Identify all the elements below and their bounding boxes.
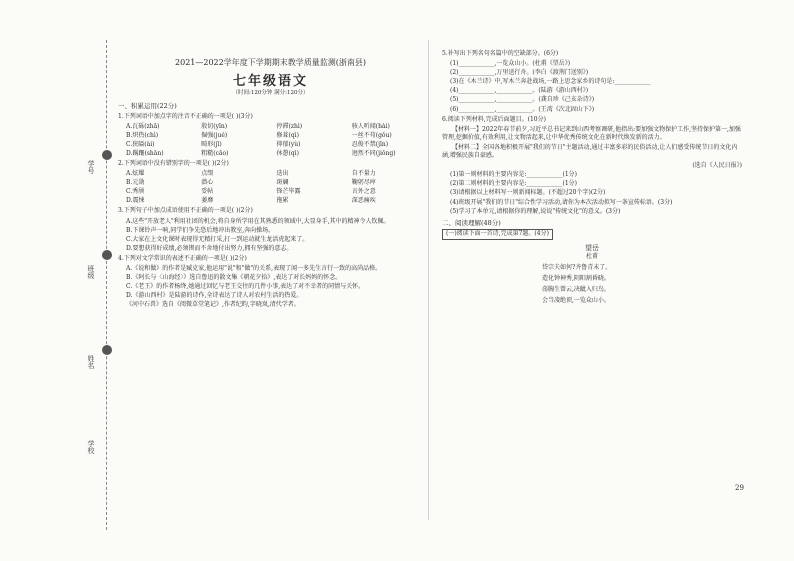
option: 粗糙(cāo) xyxy=(201,149,229,157)
material-paragraph: 【材料一】2022年春节前夕,习近平总书记来到山西考察调研,他指出:要加强文物保护工作,坚持保护第一,加强管理,挖掘价值,有效利用,让文物活起来,让中华优秀传统文化在新时代焕发新的活力。 xyxy=(442,125,741,141)
margin-label-id: 学号 xyxy=(87,160,95,174)
option: 畸形(jī) xyxy=(201,140,222,148)
option: 萎靡 xyxy=(201,197,214,205)
option: 潜心 xyxy=(201,179,214,187)
question-1-options xyxy=(126,123,423,158)
fill-line: (2)____________,万里送行舟。(李白《渡荆门送别》) xyxy=(450,69,589,77)
question-4: 4.下列对文学常识的表述不正确的一项是( )(2分) xyxy=(118,254,247,262)
option: 停滞(zhì) xyxy=(276,122,303,130)
option: 修葺(qì) xyxy=(276,131,299,139)
option: 妥帖 xyxy=(201,188,214,196)
option: A.瓦砾(zhā) xyxy=(126,122,160,130)
option: D.《游山西村》是陆游的诗作,全诗表达了诗人对农村生活的热爱。 xyxy=(126,292,303,300)
option: B.元勋 xyxy=(126,179,145,187)
fill-line: (3)在《木兰诗》中,写木兰奔赴战场,一路上思念家乡的诗句是:____________ xyxy=(450,78,651,86)
fill-line: (2)第二则材料的主要内容是:____________(1分) xyxy=(450,180,578,188)
question-2-options xyxy=(126,170,423,205)
option: 斑斓 xyxy=(276,179,289,187)
option: 迥然不同(jiǒng) xyxy=(351,149,396,157)
question-3: 3.下列句子中加点成语使用不正确的一项是( )(2分) xyxy=(118,207,253,215)
option: 骇人听闻(hài) xyxy=(351,122,390,130)
option: 一丝不苟(gǒu) xyxy=(351,131,392,139)
material-source: (选自《人民日报》) xyxy=(692,162,742,170)
option: 倔强(jué) xyxy=(201,131,228,139)
fill-line: (3)请根据以上材料写一则新闻标题。(不超过20个字)(2分) xyxy=(450,189,606,197)
option: D.蹒跚(shān) xyxy=(126,149,164,157)
section-heading: 一、积累运用(22分) xyxy=(118,101,177,110)
question-6: 6.阅读下列材料,完成后面题目。(10分) xyxy=(442,115,546,123)
option: 殷切(yīn) xyxy=(201,122,228,130)
margin-label-name: 姓名 xyxy=(87,355,95,369)
option: 迭出 xyxy=(276,170,289,178)
binding-line xyxy=(106,40,107,530)
page-number: 29 xyxy=(735,484,744,492)
option: C.大家在上文化课时表现得无精打采,打一到运动就生龙活虎起来了。 xyxy=(126,235,309,243)
option: 休憩(qì) xyxy=(276,149,299,157)
binding-hole-icon xyxy=(102,250,112,260)
poem-title: 望岳 xyxy=(585,243,599,252)
margin-label-school: 学校 xyxy=(87,440,95,454)
option: 抑郁(yù) xyxy=(276,140,301,148)
poem-line: 会当凌绝顶,一览众山小。 xyxy=(542,297,610,305)
poem-author: 杜甫 xyxy=(585,252,598,260)
option: 自不量力 xyxy=(351,170,376,178)
option: 《河中石兽》选自《阅微草堂笔记》,作者纪昀,字晓岚,清代学者。 xyxy=(126,301,300,309)
poem-line: 造化钟神秀,阴阳割昏晓。 xyxy=(542,275,610,283)
question-5: 5.补写出下列名句名篇中的空缺部分。(6分) xyxy=(442,50,559,57)
poem xyxy=(442,244,742,262)
option: 忍俊不禁(jīn) xyxy=(351,140,389,148)
question-2: 2.下列词语中没有错别字的一项是( )(2分) xyxy=(118,160,229,167)
fill-line: (1)____________,一览众山小。(杜甫《望岳》) xyxy=(450,60,571,68)
poem-line: 荡胸生曾云,决眦入归鸟。 xyxy=(542,286,610,294)
option: D.要想获得好成绩,必须锲而不舍地付出努力,拥有坚强的意志。 xyxy=(126,244,293,252)
option: 深恶痛疾 xyxy=(351,197,376,205)
fill-line: (5)____________,____________。(龚自珍《己亥杂诗》) xyxy=(450,96,595,104)
fill-line: (5)学习了本单元,请根据你的理解,说说"传统文化"的意义。(3分) xyxy=(450,207,621,215)
option: A.炫耀 xyxy=(126,170,145,178)
right-column xyxy=(442,48,742,308)
material-paragraph: 【材料二】全国各地积极开展"我们的节日"主题活动,通过丰富多彩的民俗活动,让人们感受传统节日的文化内涵,增强民族自豪感。 xyxy=(442,143,738,160)
option: 言外之意 xyxy=(351,188,376,196)
option: 鞠躬尽瘁 xyxy=(351,179,376,187)
option: C.秀颀 xyxy=(126,188,145,196)
option: B.下课铃声一响,同学们争先恐后地冲出教室,奔向操场。 xyxy=(126,226,275,234)
left-column xyxy=(118,58,423,311)
binding-hole-icon xyxy=(102,345,112,355)
fill-line: (6)____________,____________。(王湾《次北固山下》) xyxy=(450,105,595,113)
option: A.这些"开放老人"利用社团的机会,将自身所学用在其熟悉的领域中,大显身手,其中的精神令人钦佩。 xyxy=(126,217,390,225)
exam-meta: （时间:120分钟 满分:120分） xyxy=(232,90,309,97)
margin-label-class: 班级 xyxy=(87,265,95,279)
option: B.《阿长与〈山海经〉》选自鲁迅的散文集《朝花夕拾》,表达了对长妈妈的怀念。 xyxy=(126,274,342,282)
question-1: 1.下列词语中加点字的注音不正确的一项是( )(3分) xyxy=(118,112,253,120)
option: 拖累 xyxy=(276,197,289,205)
option: C.《老王》的作者杨绛,她通过回忆与老王交往的几件小事,表达了对不幸者的同情与关怀。 xyxy=(126,283,365,291)
option: 点缀 xyxy=(201,170,214,178)
page-fold xyxy=(428,40,429,520)
poem-line: 岱宗夫如何?齐鲁青未了。 xyxy=(542,264,612,272)
fill-line: (4)班级开展"我们的节日"综合性学习活动,请你为本次活动拟写一条宣传标语。(3分) xyxy=(450,198,673,206)
exam-title: 2021—2022学年度下学期期末教学质量监测(浙南县) xyxy=(175,58,366,67)
option: 锋芒毕露 xyxy=(276,188,301,196)
reading-intro xyxy=(442,229,742,239)
option: C.狭隘(ài) xyxy=(126,140,155,148)
reading-intro-text: (一)阅读下面一首诗,完成第7题。(4分) xyxy=(442,229,553,239)
subject-title: 七年级语文 xyxy=(232,73,308,89)
option: D.震悚 xyxy=(126,197,145,205)
section-heading: 二、阅读理解(48分) xyxy=(442,218,501,227)
option: B.炽热(chì) xyxy=(126,131,159,139)
fill-line: (1)第一则材料的主要内容是:____________(1分) xyxy=(450,171,578,179)
fill-line: (4)____________,____________。(陆游《游山西村》) xyxy=(450,87,589,95)
option: A.《说和做》的作者是臧克家,他运用"说"和"做"的关系,表现了闻一多先生言行一致的高尚品格。 xyxy=(126,265,382,273)
binding-hole-icon xyxy=(102,150,112,160)
